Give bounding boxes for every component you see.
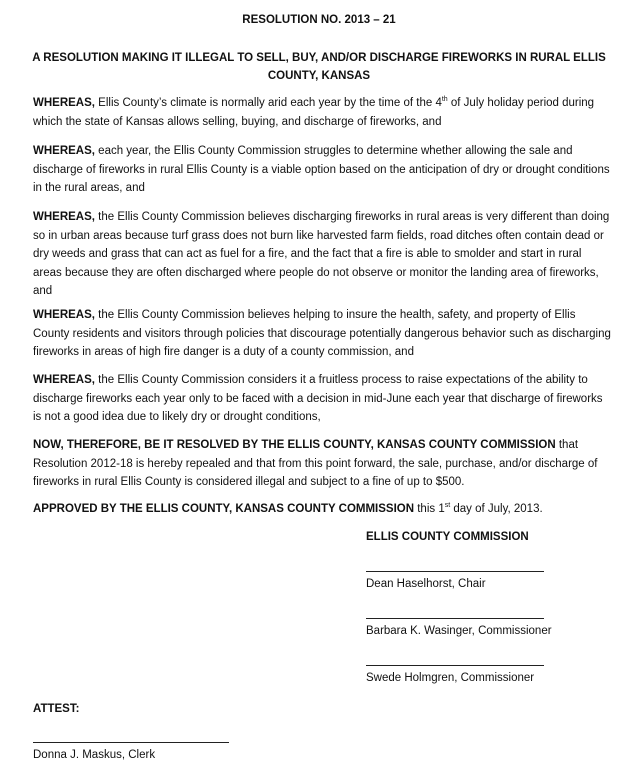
resolved-paragraph	[33, 436, 613, 492]
paragraph-text: this 1	[414, 503, 445, 515]
signatory-clerk: Donna J. Maskus, Clerk	[33, 749, 156, 761]
whereas-paragraph-1	[33, 94, 613, 131]
approved-label: APPROVED BY THE ELLIS COUNTY, KANSAS COUNTY COMMISSION	[33, 503, 415, 515]
paragraph-text: each year, the Ellis County Commission struggles to determine whether allowing the sale and discharge of fireworks in rural Ellis County is a viable option based on the anticipation of dry or drought conditions in the rural areas, and	[33, 145, 610, 194]
whereas-label: WHEREAS,	[33, 211, 95, 223]
subtitle-line-2: COUNTY, KANSAS	[267, 70, 371, 82]
whereas-label: WHEREAS,	[33, 145, 95, 157]
attest-label: ATTEST:	[33, 703, 80, 715]
commission-heading: ELLIS COUNTY COMMISSION	[366, 531, 529, 543]
subtitle-line-1: A RESOLUTION MAKING IT ILLEGAL TO SELL, BUY, AND/OR DISCHARGE FIREWORKS IN RURAL ELLIS	[32, 52, 606, 64]
paragraph-text: the Ellis County Commission believes helping to insure the health, safety, and property of Ellis County residents and visitors through policies that discourage potentially dangerous behavior such as discharging fireworks in areas of high fire danger is a duty of a county commission, and	[33, 309, 611, 358]
whereas-label: WHEREAS,	[33, 309, 95, 321]
resolution-subtitle	[30, 49, 608, 85]
resolved-label: NOW, THEREFORE, BE IT RESOLVED BY THE ELLIS COUNTY, KANSAS COUNTY COMMISSION	[33, 439, 556, 451]
paragraph-text: day of July, 2013.	[450, 503, 543, 515]
signatory-chair: Dean Haselhorst, Chair	[366, 578, 486, 590]
whereas-paragraph-4	[33, 306, 613, 362]
signatory-commissioner-2: Swede Holmgren, Commissioner	[366, 672, 535, 684]
paragraph-text: Ellis County’s climate is normally arid each year by the time of the 4	[94, 97, 442, 109]
paragraph-text: the Ellis County Commission believes discharging fireworks in rural areas is very different than doing so in urban areas because turf grass does not burn like harvested farm fields, road ditches often contain dead or dry weeds and grass that can act as fuel for a fire, and the fact that a fire is able to smolder and start in rural areas because they are often discharged where people do not observe or monitor the landing area of fireworks, and	[33, 211, 610, 297]
paragraph-text: the Ellis County Commission considers it a fruitless process to raise expectations of the ability to discharge fireworks each year only to be faced with a decision in mid-June each year that discharge of fireworks is not a good idea due to likely dry or drought conditions,	[33, 374, 603, 423]
signatory-commissioner-1: Barbara K. Wasinger, Commissioner	[366, 625, 552, 637]
paragraph-text: of July holiday period during which the state of Kansas allows selling, buying, and discharge of fireworks, and	[33, 97, 595, 128]
whereas-paragraph-5	[33, 371, 613, 427]
resolution-title: RESOLUTION NO. 2013 – 21	[242, 14, 396, 26]
signature-line-clerk	[33, 742, 229, 743]
signature-line-chair	[366, 571, 544, 572]
whereas-label: WHEREAS,	[33, 374, 95, 386]
signature-line-commissioner-2	[366, 665, 544, 666]
signature-line-commissioner-1	[366, 618, 544, 619]
paragraph-text: that Resolution 2012-18 is hereby repealed and that from this point forward, the sale, purchase, and/or discharge of fireworks in rural Ellis County is considered illegal and subject to a fine of up to $500.	[33, 439, 598, 488]
ordinal-suffix: st	[444, 502, 451, 509]
ordinal-suffix: th	[441, 96, 448, 103]
approved-paragraph	[33, 500, 613, 519]
whereas-paragraph-3	[33, 208, 613, 301]
whereas-paragraph-2	[33, 142, 613, 198]
whereas-label: WHEREAS,	[33, 97, 95, 109]
